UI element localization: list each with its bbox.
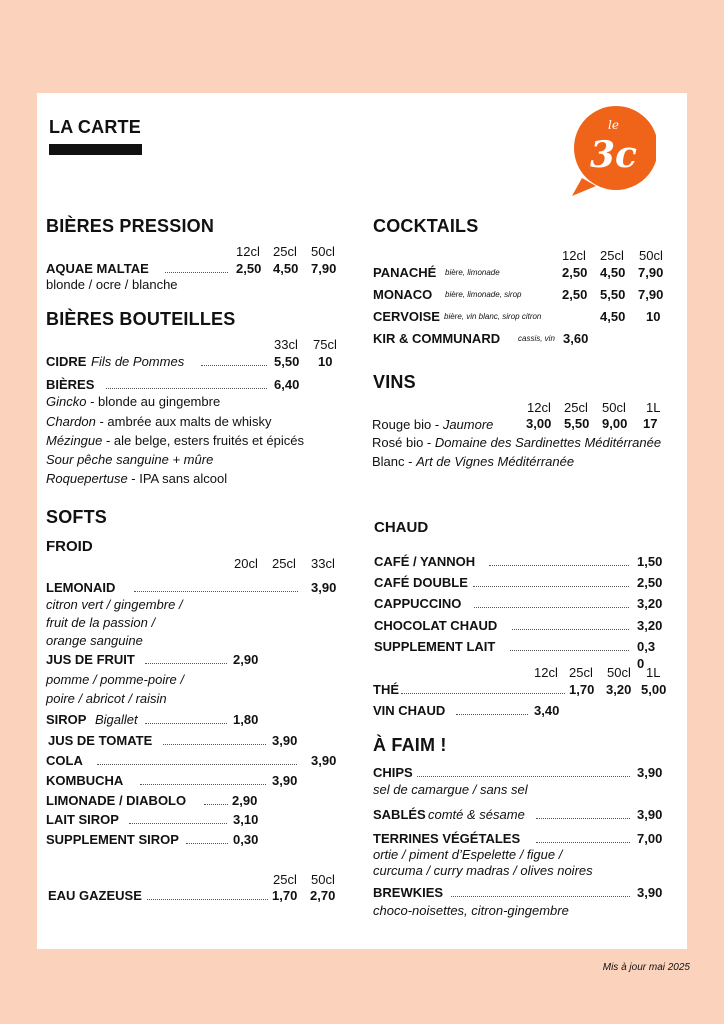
leader-dots — [401, 693, 565, 694]
item-name: COLA — [46, 753, 83, 768]
item-name: CAPPUCCINO — [374, 596, 462, 611]
item-description: curcuma / curry madras / olives noires — [373, 863, 593, 878]
leader-dots — [129, 823, 227, 824]
size-label: 75cl — [313, 337, 337, 352]
item-name: KOMBUCHA — [46, 773, 124, 788]
wine-item: Rosé bio - Domaine des Sardinettes Méditérranée — [372, 435, 662, 450]
item-name: JUS DE TOMATE — [48, 733, 153, 748]
item-name: VIN CHAUD — [373, 703, 446, 718]
item-price: 3,90 — [637, 885, 663, 900]
size-label: 1L — [646, 665, 661, 680]
item-name: PANACHÉ — [373, 265, 437, 280]
leader-dots — [417, 776, 630, 777]
item-name: AQUAE MALTAE — [46, 261, 149, 276]
item-description: blonde / ocre / blanche — [46, 277, 178, 292]
beer-list-item: Chardon - ambrée aux malts de whisky — [46, 414, 272, 429]
wine-item: Blanc - Art de Vignes Méditérranée — [372, 454, 575, 469]
item-price: 2,90 — [232, 793, 258, 808]
chaud-heading: CHAUD — [374, 519, 429, 536]
item-name: EAU GAZEUSE — [48, 888, 142, 903]
item-description: bière, limonade, sirop — [445, 290, 522, 299]
size-label: 50cl — [311, 244, 335, 259]
item-name: SUPPLEMENT SIROP — [46, 832, 179, 847]
item-price: 3,00 — [526, 416, 552, 431]
beer-list-item: Mézingue - ale belge, esters fruités et épicés — [46, 433, 304, 448]
brand-logo — [568, 104, 656, 196]
bieres-pression-heading: BIÈRES PRESSION — [46, 216, 215, 236]
item-name: THÉ — [373, 682, 399, 697]
item-price: 5,50 — [564, 416, 590, 431]
item-description: sel de camargue / sans sel — [373, 782, 528, 797]
item-price: 4,50 — [600, 265, 626, 280]
wine-item: Rouge bio - Jaumore — [372, 417, 494, 432]
item-name: CIDRE — [46, 354, 87, 369]
leader-dots — [456, 714, 528, 715]
size-label: 50cl — [607, 665, 631, 680]
item-description: bière, limonade — [445, 268, 500, 277]
item-price: 0,30 — [233, 832, 259, 847]
leader-dots — [165, 272, 228, 273]
leader-dots — [451, 896, 630, 897]
page-title: LA CARTE — [49, 117, 141, 137]
leader-dots — [204, 804, 228, 805]
item-price: 4,50 — [600, 309, 626, 324]
item-price: 1,50 — [637, 554, 663, 569]
cocktails-heading: COCKTAILS — [373, 216, 479, 236]
leader-dots — [147, 899, 268, 900]
size-label: 12cl — [236, 244, 260, 259]
item-name: CERVOISE — [373, 309, 440, 324]
item-price: 10 — [646, 309, 661, 324]
item-price: 7,90 — [311, 261, 337, 276]
item-price: 9,00 — [602, 416, 628, 431]
item-name: MONACO — [373, 287, 433, 302]
item-price: 3,20 — [637, 596, 663, 611]
size-label: 33cl — [274, 337, 298, 352]
leader-dots — [163, 744, 266, 745]
item-price: 1,80 — [233, 712, 259, 727]
leader-dots — [186, 843, 228, 844]
item-name: LIMONADE / DIABOLO — [46, 793, 187, 808]
item-name: BIÈRES — [46, 377, 95, 392]
item-name: BREWKIES — [373, 885, 444, 900]
svg-text:3c: 3c — [590, 134, 637, 176]
vins-heading: VINS — [373, 372, 416, 392]
softs-heading: SOFTS — [46, 507, 108, 527]
size-label: 12cl — [527, 400, 551, 415]
leader-dots — [474, 607, 629, 608]
item-price: 3,90 — [311, 580, 337, 595]
item-price: 2,50 — [562, 287, 588, 302]
item-price: 2,70 — [310, 888, 336, 903]
item-price: 3,90 — [272, 773, 298, 788]
item-price: 3,10 — [233, 812, 259, 827]
updated-note: Mis à jour mai 2025 — [602, 962, 690, 973]
item-price: 2,50 — [562, 265, 588, 280]
item-description: comté & sésame — [428, 807, 525, 822]
item-price: 3,20 — [637, 618, 663, 633]
froid-subheading: FROID — [46, 538, 93, 555]
item-price: 2,50 — [236, 261, 262, 276]
leader-dots — [140, 784, 266, 785]
item-description: Fils de Pommes — [91, 354, 185, 369]
title-underline — [49, 144, 142, 155]
item-name: KIR & COMMUNARD — [373, 331, 501, 346]
item-name: SUPPLEMENT LAIT — [374, 639, 496, 654]
beer-list-item: Sour pêche sanguine + mûre — [46, 452, 214, 467]
item-price: 7,90 — [638, 287, 664, 302]
size-label: 50cl — [639, 248, 663, 263]
size-label: 12cl — [562, 248, 586, 263]
leader-dots — [145, 663, 227, 664]
item-description: pomme / pomme-poire / — [46, 672, 184, 687]
item-price: 3,60 — [563, 331, 589, 346]
item-price: 7,00 — [637, 831, 663, 846]
item-price: 7,90 — [638, 265, 664, 280]
beer-list-item: Roquepertuse - IPA sans alcool — [46, 471, 228, 486]
size-label: 25cl — [273, 244, 297, 259]
leader-dots — [510, 650, 629, 651]
beer-list-item: Gincko - blonde au gingembre — [46, 394, 221, 409]
item-name: CHOCOLAT CHAUD — [374, 618, 498, 633]
item-name: LEMONAID — [46, 580, 116, 595]
svg-text:le: le — [608, 118, 619, 132]
size-label: 25cl — [272, 556, 296, 571]
item-price: 1,70 — [272, 888, 298, 903]
item-price: 3,90 — [637, 765, 663, 780]
item-price: 10 — [318, 354, 333, 369]
item-name: SABLÉS — [373, 807, 426, 822]
item-price: 0,3 — [637, 639, 656, 654]
leader-dots — [145, 723, 227, 724]
leader-dots — [473, 586, 629, 587]
leader-dots — [512, 629, 629, 630]
item-name: LAIT SIROP — [46, 812, 119, 827]
item-name: TERRINES VÉGÉTALES — [373, 831, 521, 846]
item-price: 0 — [637, 656, 645, 671]
size-label: 1L — [646, 400, 661, 415]
item-description: fruit de la passion / — [46, 615, 156, 630]
item-price: 17 — [643, 416, 658, 431]
item-price: 2,50 — [637, 575, 663, 590]
size-label: 25cl — [600, 248, 624, 263]
size-label: 25cl — [564, 400, 588, 415]
leader-dots — [201, 365, 267, 366]
item-description: choco-noisettes, citron-gingembre — [373, 903, 569, 918]
item-description: poire / abricot / raisin — [46, 691, 167, 706]
item-description: orange sanguine — [46, 633, 143, 648]
size-label: 25cl — [273, 872, 297, 887]
item-description: citron vert / gingembre / — [46, 597, 183, 612]
a-faim-heading: À FAIM ! — [373, 735, 447, 755]
item-price: 3,90 — [272, 733, 298, 748]
leader-dots — [106, 388, 267, 389]
item-description: bière, vin blanc, sirop citron — [444, 312, 542, 321]
item-description: Bigallet — [95, 712, 138, 727]
item-name: CHIPS — [373, 765, 413, 780]
size-label: 20cl — [234, 556, 258, 571]
size-label: 50cl — [311, 872, 335, 887]
leader-dots — [134, 591, 298, 592]
size-label: 50cl — [602, 400, 626, 415]
item-name: JUS DE FRUIT — [46, 652, 135, 667]
item-name: CAFÉ DOUBLE — [374, 575, 468, 590]
size-label: 12cl — [534, 665, 558, 680]
item-price: 4,50 — [273, 261, 299, 276]
leader-dots — [489, 565, 629, 566]
item-description: cassis, vin — [518, 334, 555, 343]
bieres-bouteilles-heading: BIÈRES BOUTEILLES — [46, 309, 236, 329]
item-price: 5,50 — [274, 354, 300, 369]
leader-dots — [97, 764, 297, 765]
leader-dots — [536, 818, 630, 819]
item-price: 3,90 — [311, 753, 337, 768]
item-price: 3,90 — [637, 807, 663, 822]
size-label: 33cl — [311, 556, 335, 571]
item-price: 1,70 — [569, 682, 595, 697]
item-name: SIROP — [46, 712, 87, 727]
item-price: 2,90 — [233, 652, 259, 667]
item-price: 6,40 — [274, 377, 300, 392]
item-price: 5,50 — [600, 287, 626, 302]
leader-dots — [536, 842, 630, 843]
item-description: ortie / piment d’Espelette / figue / — [373, 847, 563, 862]
item-price: 5,00 — [641, 682, 667, 697]
item-name: CAFÉ / YANNOH — [374, 554, 476, 569]
item-price: 3,20 — [606, 682, 632, 697]
size-label: 25cl — [569, 665, 593, 680]
item-price: 3,40 — [534, 703, 560, 718]
